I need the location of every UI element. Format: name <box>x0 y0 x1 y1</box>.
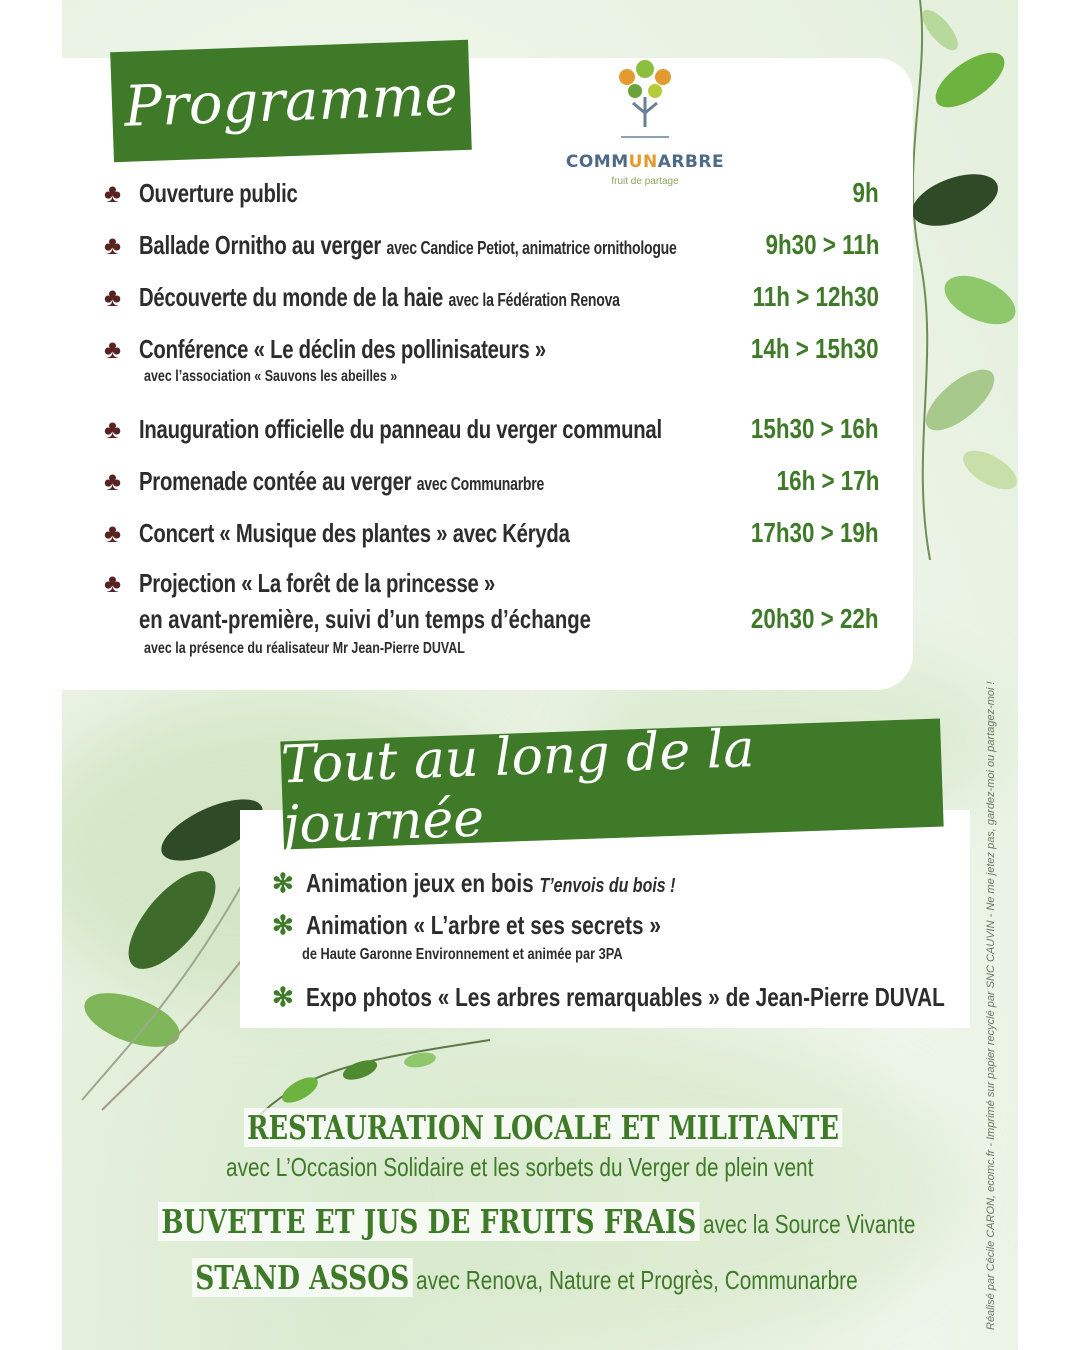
journee-item-text: Expo photos « Les arbres remarquables » de Jean-Pierre DUVAL <box>306 982 945 1012</box>
club-icon: ♣ <box>104 414 122 444</box>
programme-row-time: 9h30 > 11h <box>765 229 879 260</box>
programme-row-subtitle: avec la présence du réalisateur Mr Jean-Pierre DUVAL <box>144 640 465 657</box>
extra-title: RESTAURATION LOCALE ET MILITANTE <box>244 1108 842 1147</box>
programme-row-time: 9h <box>852 177 879 208</box>
programme-row-time: 16h > 17h <box>776 465 879 496</box>
programme-heading: Programme <box>110 40 472 162</box>
logo-wordmark: COMMUNARBRE <box>565 152 725 172</box>
programme-row-time: 14h > 15h30 <box>751 333 879 364</box>
print-credit: Réalisé par Cécile CARON, ecomc.fr - Imprimé sur papier recyclé par SNC CAUVIN - Ne me jetez pas, gardez-moi ou partagez-moi ! <box>985 681 997 1330</box>
programme-row-time: 20h30 > 22h <box>751 603 879 634</box>
extra-stand <box>192 1258 1024 1297</box>
programme-row-title: Ballade Ornitho au verger avec Candice Petiot, animatrice ornithologue <box>139 230 677 260</box>
asterisk-icon: ✻ <box>272 868 294 898</box>
programme-row-title: Promenade contée au verger avec Communarbre <box>139 466 545 496</box>
extra-buvette <box>158 1202 1080 1241</box>
programme-row-time: 11h > 12h30 <box>752 281 879 312</box>
programme-row-title: Conférence « Le déclin des pollinisateurs » <box>139 334 546 364</box>
journee-heading: Tout au long de la journée <box>280 719 943 850</box>
extra-restauration <box>244 1108 1011 1147</box>
club-icon: ♣ <box>104 230 122 260</box>
programme-row-time: 15h30 > 16h <box>751 413 879 444</box>
programme-row-subtitle: avec l’association « Sauvons les abeilles » <box>144 368 398 385</box>
club-icon: ♣ <box>104 466 122 496</box>
extra-detail: avec L’Occasion Solidaire et les sorbets du Verger de plein vent <box>226 1152 814 1182</box>
logo-tagline: fruit de partage <box>611 176 679 187</box>
programme-row-title: Projection « La forêt de la princesse » <box>139 568 496 598</box>
communarbre-logo <box>560 55 730 195</box>
journee-item-text: Animation « L’arbre et ses secrets » <box>306 910 661 940</box>
programme-row-title: Découverte du monde de la haie avec la Fédération Renova <box>139 282 620 312</box>
programme-row-time: 17h30 > 19h <box>751 517 879 548</box>
extra-restauration-detail <box>226 1152 960 1183</box>
asterisk-icon: ✻ <box>272 982 294 1012</box>
club-icon: ♣ <box>104 282 122 312</box>
extra-title: BUVETTE ET JUS DE FRUITS FRAIS <box>158 1202 699 1241</box>
programme-row-title-line2: en avant-première, suivi d’un temps d’échange <box>139 604 591 634</box>
club-icon: ♣ <box>104 518 122 548</box>
extra-detail: avec Renova, Nature et Progrès, Communarbre <box>416 1265 858 1295</box>
club-icon: ♣ <box>104 568 122 598</box>
tree-logo-icon <box>605 55 685 145</box>
club-icon: ♣ <box>104 178 122 208</box>
extra-title: STAND ASSOS <box>192 1258 412 1297</box>
club-icon: ♣ <box>104 334 122 364</box>
journee-item-subtitle: de Haute Garonne Environnement et animée par 3PA <box>302 946 623 963</box>
asterisk-icon: ✻ <box>272 910 294 940</box>
programme-row-title: Concert « Musique des plantes » avec Kéryda <box>139 518 570 548</box>
programme-row-title: Ouverture public <box>139 178 298 208</box>
journee-item-text: Animation jeux en bois T’envois du bois ! <box>306 868 676 898</box>
programme-row-title: Inauguration officielle du panneau du verger communal <box>139 414 662 444</box>
extra-detail: avec la Source Vivante <box>703 1209 916 1239</box>
